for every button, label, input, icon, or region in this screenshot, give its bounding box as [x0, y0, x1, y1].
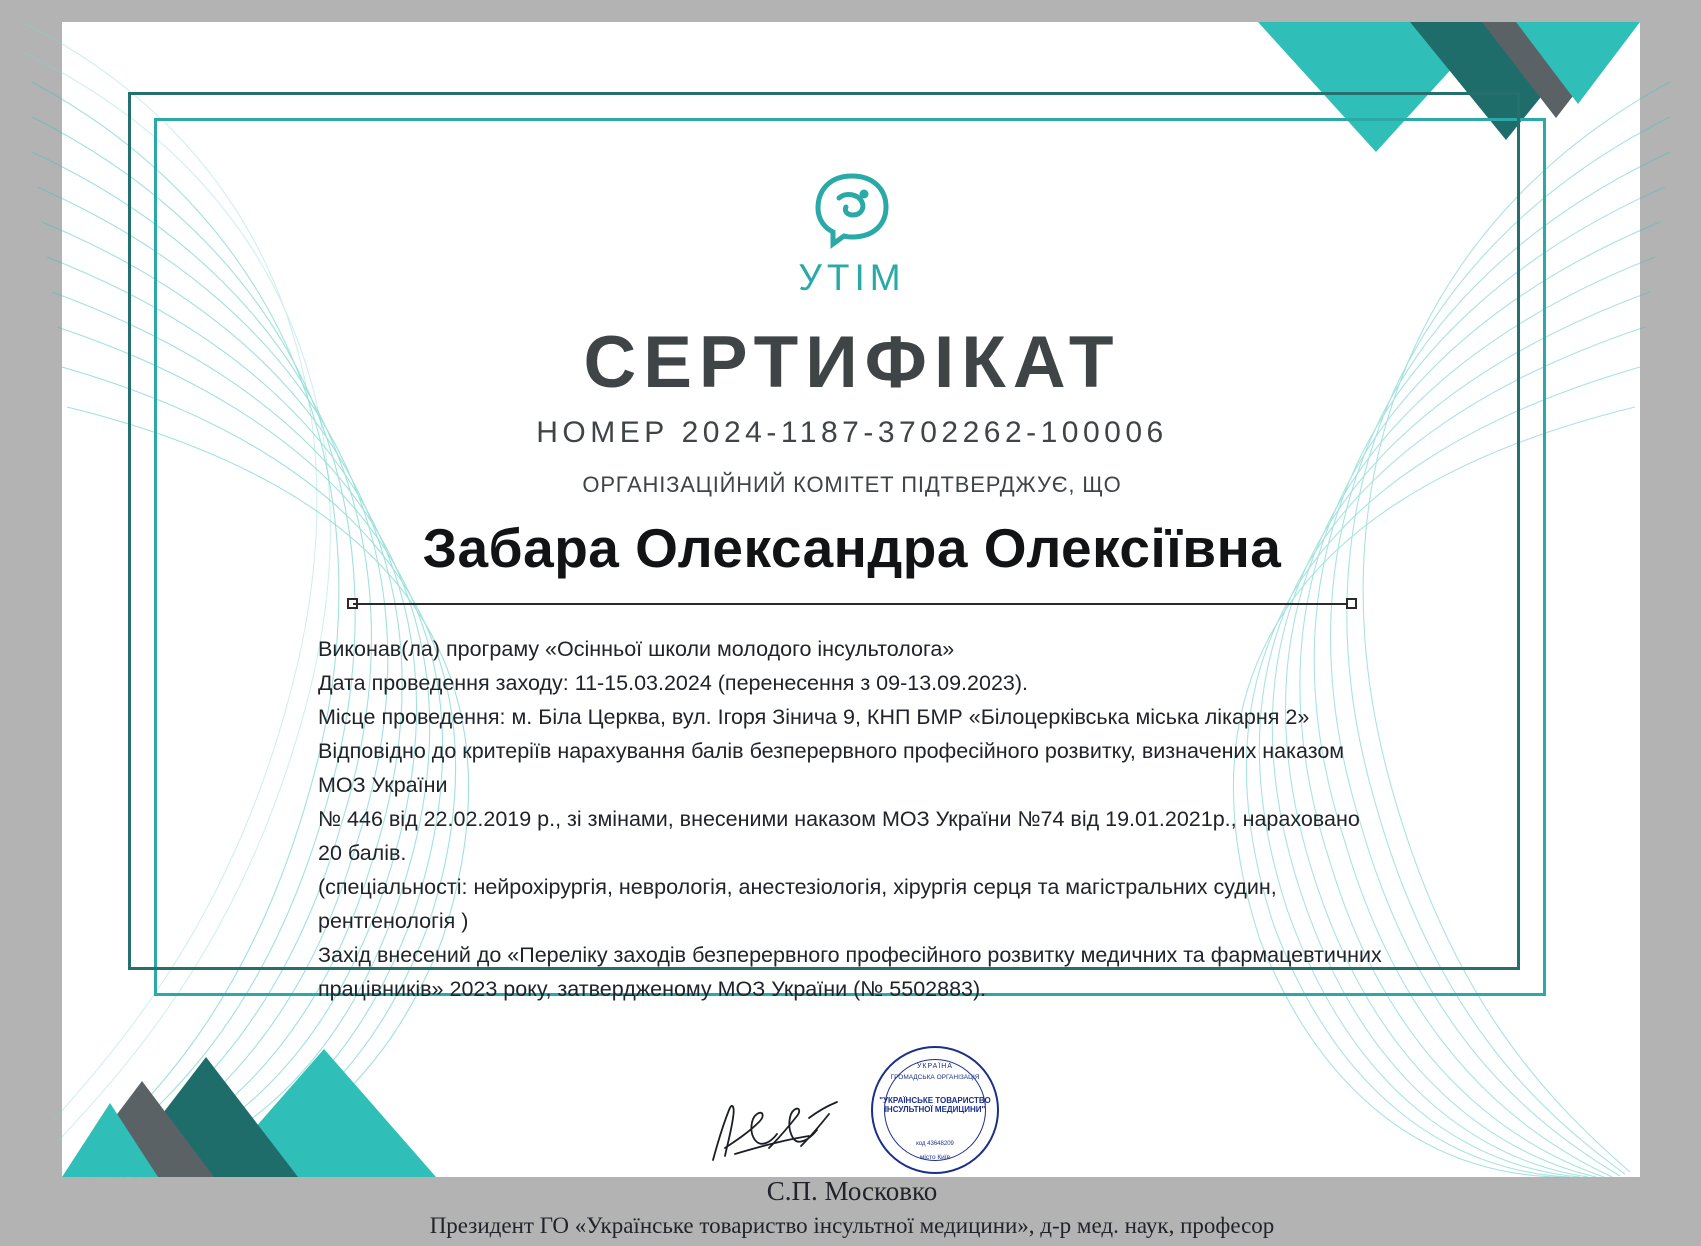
handwritten-signature — [705, 1088, 845, 1174]
signer-title: Президент ГО «Українське товариство інсультної медицини», д-р мед. наук, професор — [429, 1213, 1275, 1238]
stamp-bottom-text: місто Київ — [919, 1154, 951, 1161]
stamp-top-text: УКРАЇНА — [916, 1063, 954, 1070]
logo-text: УТІМ — [798, 257, 906, 298]
certificate-content — [192, 122, 1512, 1246]
brain-head-icon — [806, 170, 898, 261]
recipient-name: Забара Олександра Олексіївна — [422, 517, 1282, 579]
stamp-code: код 43648209 — [916, 1141, 954, 1147]
signature-area — [192, 1063, 1512, 1246]
body-line: працівників» 2023 року, затвердженому МОЗ України (№ 5502883). — [318, 977, 987, 1001]
divider-rule — [347, 598, 1357, 610]
stamp-sub-text: ГРОМАДСЬКА ОРГАНІЗАЦІЯ — [890, 1074, 980, 1081]
body-line: Відповідно до критеріїв нарахування балів безперервного професійного розвитку, визначених наказом МОЗ України — [318, 739, 1345, 797]
logo — [192, 170, 1512, 299]
certificate-body — [318, 632, 1386, 1006]
certificate-number: НОМЕР 2024-1187-3702262-100006 — [536, 416, 1168, 449]
body-line: Захід внесений до «Переліку заходів безперервного професійного розвитку медичних та фармацевтичних — [318, 943, 1382, 967]
body-line: № 446 від 22.02.2019 р., зі змінами, внесеними наказом МОЗ України №74 від 19.01.2021р., нараховано 20 балів. — [318, 807, 1360, 865]
certificate-title: СЕРТИФІКАТ — [583, 322, 1121, 403]
body-line: (спеціальності: нейрохірургія, неврологія, анестезіологія, хірургія серця та магістральних судин, рентгенологія ) — [318, 875, 1277, 933]
signer-name: С.П. Московко — [766, 1176, 938, 1206]
divider-square-right — [1346, 598, 1357, 609]
body-line: Дата проведення заходу: 11-15.03.2024 (перенесення з 09-13.09.2023). — [318, 671, 1028, 695]
corner-triangle-bottom-left-teal-small — [62, 1103, 158, 1177]
corner-triangle-top-right-teal-small — [1516, 22, 1640, 104]
certificate-sheet — [62, 22, 1640, 1238]
body-line: Виконав(ла) програму «Осінньої школи молодого інсультолога» — [318, 637, 955, 661]
stamp-middle-text: "УКРАЇНСЬКЕ ТОВАРИСТВО ІНСУЛЬТНОЇ МЕДИЦИНИ" — [879, 1096, 991, 1114]
confirmation-line: ОРГАНІЗАЦІЙНИЙ КОМІТЕТ ПІДТВЕРДЖУЄ, ЩО — [582, 472, 1122, 497]
divider-line — [353, 603, 1351, 605]
official-stamp — [871, 1046, 999, 1174]
body-line: Місце проведення: м. Біла Церква, вул. Ігоря Зінича 9, КНП БМР «Білоцерківська міська лікарня 2» — [318, 705, 1310, 729]
